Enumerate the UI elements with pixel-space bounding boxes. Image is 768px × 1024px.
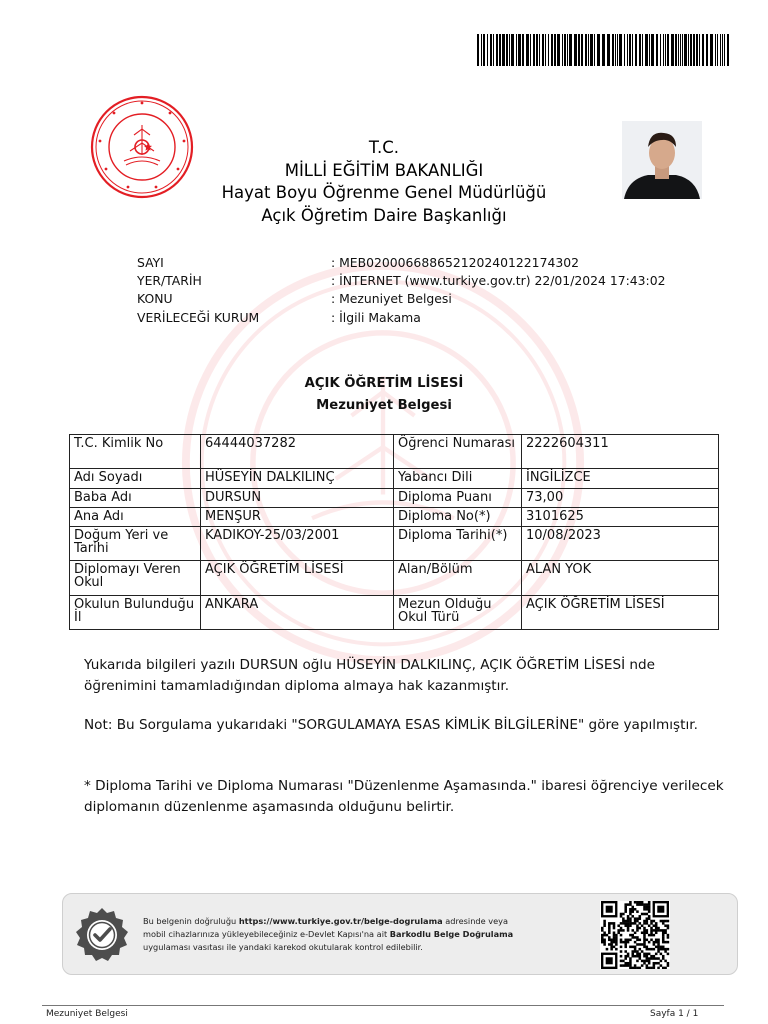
- verification-text-part: mobil cihazlarınıza yükleyebileceğiniz e-Devlet Kapısı'na ait: [143, 929, 390, 940]
- verification-app-name: Barkodlu Belge Doğrulama: [389, 929, 514, 940]
- header-line-2: MİLLİ EĞİTİM BAKANLIĞI: [284, 160, 484, 180]
- query-note: Not: Bu Sorgulama yukarıdaki "SORGULAMAYA ESAS KİMLİK BİLGİLERİNE" göre yapılmıştır.: [84, 717, 698, 733]
- table-value: 3101625: [522, 508, 719, 527]
- table-value: 73,00: [522, 489, 719, 508]
- table-value: ALAN YOK: [522, 561, 719, 596]
- graduation-statement: Yukarıda bilgileri yazılı DURSUN oğlu HÜSEYİN DALKILINÇ, AÇIK ÖĞRETİM LİSESİ nde öğrenimini tamamladığından diploma almaya hak kazanmıştır.: [84, 657, 656, 694]
- diploma-note: * Diploma Tarihi ve Diploma Numarası "Düzenlenme Aşamasında." ibaresi öğrenciye verilecek diplomanın düzenlenme aşamasında olduğunu belirtir.: [84, 778, 724, 815]
- table-label: Baba Adı: [70, 489, 201, 508]
- verification-line-3: uygulaması vasıtası ile yandaki karekod okutularak kontrol edilebilir.: [143, 942, 423, 953]
- table-value: AÇIK ÖĞRETİM LİSESİ: [201, 561, 394, 596]
- document-title: AÇIK ÖĞRETİM LİSESİ: [304, 376, 464, 391]
- table-value: 64444037282: [201, 435, 394, 469]
- meta-row: [137, 309, 707, 327]
- verification-badge-icon: [73, 906, 131, 964]
- graduation-info-table: [69, 434, 719, 630]
- table-row: [70, 596, 719, 630]
- table-row: [70, 489, 719, 508]
- table-value: MENŞUR: [201, 508, 394, 527]
- table-label: Öğrenci Numarası: [394, 435, 522, 469]
- table-value: ANKARA: [201, 596, 394, 630]
- footer-document-name: Mezuniyet Belgesi: [46, 1009, 128, 1019]
- meta-value: : Mezuniyet Belgesi: [331, 291, 452, 307]
- table-row: [70, 469, 719, 489]
- verification-text-part: Bu belgenin doğruluğu: [143, 916, 239, 926]
- table-value: DURSUN: [201, 489, 394, 508]
- table-value: 2222604311: [522, 435, 719, 469]
- header-line-1: T.C.: [368, 138, 400, 157]
- meta-key: SAYI: [137, 255, 164, 270]
- table-value: AÇIK ÖĞRETİM LİSESİ: [522, 596, 719, 630]
- meta-row: [137, 254, 707, 272]
- barcode-icon: [477, 34, 731, 66]
- table-label: Doğum Yeri ve Tarihi: [70, 527, 201, 561]
- document-meta: [137, 254, 707, 327]
- table-row: [70, 435, 719, 469]
- verification-text-part: adresinde veya: [442, 916, 508, 926]
- table-row: [70, 561, 719, 596]
- table-label: Alan/Bölüm: [394, 561, 522, 596]
- header-line-4: Açık Öğretim Daire Başkanlığı: [261, 205, 507, 225]
- verification-line-2: [143, 928, 583, 941]
- qr-code-icon: [600, 901, 670, 969]
- verification-url: https://www.turkiye.gov.tr/belge-dogrulama: [238, 916, 443, 926]
- table-label: Diploma Tarihi(*): [394, 527, 522, 561]
- table-value: HÜSEYİN DALKILINÇ: [201, 469, 394, 489]
- meta-key: YER/TARİH: [137, 273, 202, 289]
- table-row: [70, 527, 719, 561]
- meta-row: [137, 290, 707, 308]
- table-label: Yabancı Dili: [394, 469, 522, 489]
- table-value: İNGİLİZCE: [522, 469, 719, 489]
- footer-divider: [42, 1005, 724, 1006]
- table-value: 10/08/2023: [522, 527, 719, 561]
- meta-value: : MEB020006688652120240122174302: [331, 255, 579, 270]
- footer-page-number: Sayfa 1 / 1: [650, 1009, 699, 1019]
- document-subtitle: Mezuniyet Belgesi: [316, 398, 452, 413]
- table-label: Mezun Olduğu Okul Türü: [394, 596, 522, 630]
- table-label: T.C. Kimlik No: [70, 435, 201, 469]
- table-label: Ana Adı: [70, 508, 201, 527]
- table-value: KADIKOY-25/03/2001: [201, 527, 394, 561]
- table-label: Okulun Bulunduğu İl: [70, 596, 201, 630]
- meta-value: : İlgili Makama: [331, 309, 421, 325]
- table-label: Adı Soyadı: [70, 469, 201, 489]
- verification-box: [62, 893, 738, 975]
- student-photo: [622, 121, 702, 199]
- table-label: Diploma Puanı: [394, 489, 522, 508]
- table-label: Diploma No(*): [394, 508, 522, 527]
- meta-key: KONU: [137, 291, 173, 307]
- table-label: Diplomayı Veren Okul: [70, 561, 201, 596]
- verification-text: [143, 915, 583, 955]
- meta-value: : İNTERNET (www.turkiye.gov.tr) 22/01/2024 17:43:02: [331, 273, 666, 289]
- meta-row: [137, 272, 707, 290]
- document-header: [140, 137, 628, 227]
- meta-key: VERİLECEĞİ KURUM: [137, 309, 260, 325]
- table-row: [70, 508, 719, 527]
- header-line-3: Hayat Boyu Öğrenme Genel Müdürlüğü: [221, 183, 547, 202]
- verification-line-1: [143, 915, 583, 928]
